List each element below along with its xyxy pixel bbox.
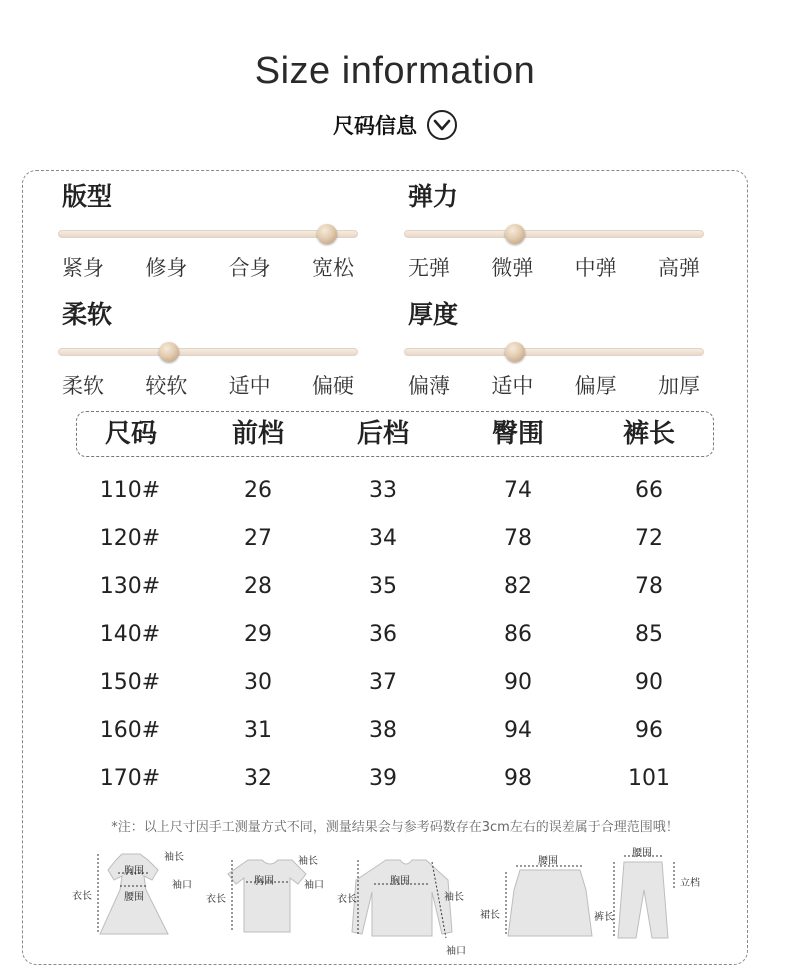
pants-waist-label: 腰围 [632,848,652,859]
cell-front-rise: 30 [244,670,272,695]
slider-options [404,370,704,400]
cell-front-rise: 29 [244,622,272,647]
option-label: 适中 [491,374,534,398]
column-header-front-rise: 前档 [231,419,285,449]
option-label: 加厚 [657,374,700,398]
sweater-sleeve-label: 袖长 [444,892,464,903]
slider-knob [505,342,525,362]
cell-back-rise: 39 [369,766,397,791]
dress-waist-label: 腰围 [124,892,144,903]
option-label: 宽松 [311,256,354,280]
pants-figure [618,862,668,938]
column-header-back-rise: 后档 [356,419,410,449]
skirt-waist-label: 腰围 [538,856,558,867]
option-label: 偏硬 [311,374,354,398]
attribute-softness [58,298,358,400]
sweater-cuff-label: 袖口 [446,946,466,957]
cell-back-rise: 33 [369,478,397,503]
page-title: Size information [254,50,536,92]
cell-front-rise: 31 [244,718,272,743]
sweater-length-label: 衣长 [337,894,357,905]
garment-figures-svg [0,840,790,970]
slider-options [58,252,358,282]
table-row [0,519,790,559]
dress-cuff-label: 袖口 [172,880,192,891]
option-label: 紧身 [62,256,104,280]
option-label: 适中 [228,374,271,398]
cell-front-rise: 27 [244,526,272,551]
cell-front-rise: 26 [244,478,272,503]
option-label: 合身 [228,256,271,280]
option-label: 中弹 [574,256,617,280]
cell-pants-length: 90 [635,670,663,695]
cell-hip: 82 [504,574,532,599]
cell-front-rise: 28 [244,574,272,599]
cell-pants-length: 101 [628,766,670,791]
tshirt-length-label: 衣长 [206,894,226,905]
attribute-label: 版型 [62,182,113,211]
skirt-length-label: 裙长 [480,910,500,921]
cell-size: 130# [99,574,161,599]
cell-size: 150# [99,670,161,695]
attribute-label: 厚度 [408,300,459,329]
table-row [0,759,790,799]
table-row [0,711,790,751]
sweater-chest-label: 胸围 [390,876,410,887]
slider-knob [159,342,179,362]
measurement-figures [0,840,790,970]
cell-hip: 74 [504,478,532,503]
column-header-hip: 臀围 [491,419,545,449]
slider-knob [317,224,337,244]
cell-pants-length: 66 [635,478,663,503]
cell-hip: 94 [504,718,532,743]
cell-hip: 90 [504,670,532,695]
option-label: 较软 [145,374,188,398]
table-row [0,615,790,655]
slider-track [404,348,704,356]
cell-hip: 98 [504,766,532,791]
cell-size: 160# [99,718,161,743]
tshirt-cuff-label: 袖口 [304,880,324,891]
slider-track [404,230,704,238]
measurement-note: *注：以上尺寸因手工测量方式不同，测量结果会与参考码数存在3cm左右的误差属于合理范围哦！ [111,820,679,835]
table-row [0,471,790,511]
attribute-elasticity [404,180,704,282]
cell-front-rise: 32 [244,766,272,791]
cell-back-rise: 36 [369,622,397,647]
dress-sleeve-label: 袖长 [164,852,184,863]
column-header-size: 尺码 [104,419,158,449]
attribute-fit [58,180,358,282]
option-label: 偏厚 [574,374,617,398]
table-row [0,663,790,703]
option-label: 无弹 [408,256,450,280]
subtitle-text: 尺码信息 [333,114,417,138]
slider-options [58,370,358,400]
slider-track [58,348,358,356]
chevron-down-icon [427,110,457,140]
slider-track [58,230,358,238]
cell-pants-length: 96 [635,718,663,743]
attribute-label: 弹力 [408,182,459,211]
pants-rise-label: 立档 [680,878,700,889]
cell-hip: 86 [504,622,532,647]
table-row [0,567,790,607]
cell-back-rise: 38 [369,718,397,743]
attribute-thickness [404,298,704,400]
option-label: 柔软 [62,374,104,398]
dress-length-label: 衣长 [72,891,92,902]
tshirt-sleeve-label: 袖长 [298,856,318,867]
cell-size: 140# [99,622,161,647]
tshirt-figure [228,860,306,932]
cell-size: 110# [99,478,161,503]
cell-back-rise: 34 [369,526,397,551]
option-label: 修身 [145,256,188,280]
option-label: 高弹 [657,256,700,280]
cell-back-rise: 35 [369,574,397,599]
option-label: 偏薄 [408,374,450,398]
attribute-label: 柔软 [62,300,113,329]
cell-pants-length: 85 [635,622,663,647]
skirt-figure [508,870,592,936]
tshirt-chest-label: 胸围 [254,876,274,887]
cell-hip: 78 [504,526,532,551]
column-header-pants-length: 裤长 [622,419,676,449]
cell-pants-length: 72 [635,526,663,551]
section-subtitle [0,110,790,140]
option-label: 微弹 [491,256,534,280]
cell-size: 170# [99,766,161,791]
slider-knob [505,224,525,244]
cell-size: 120# [99,526,161,551]
cell-back-rise: 37 [369,670,397,695]
slider-options [404,252,704,282]
dress-chest-label: 胸围 [124,866,144,877]
cell-pants-length: 78 [635,574,663,599]
pants-length-label: 裤长 [594,912,614,923]
